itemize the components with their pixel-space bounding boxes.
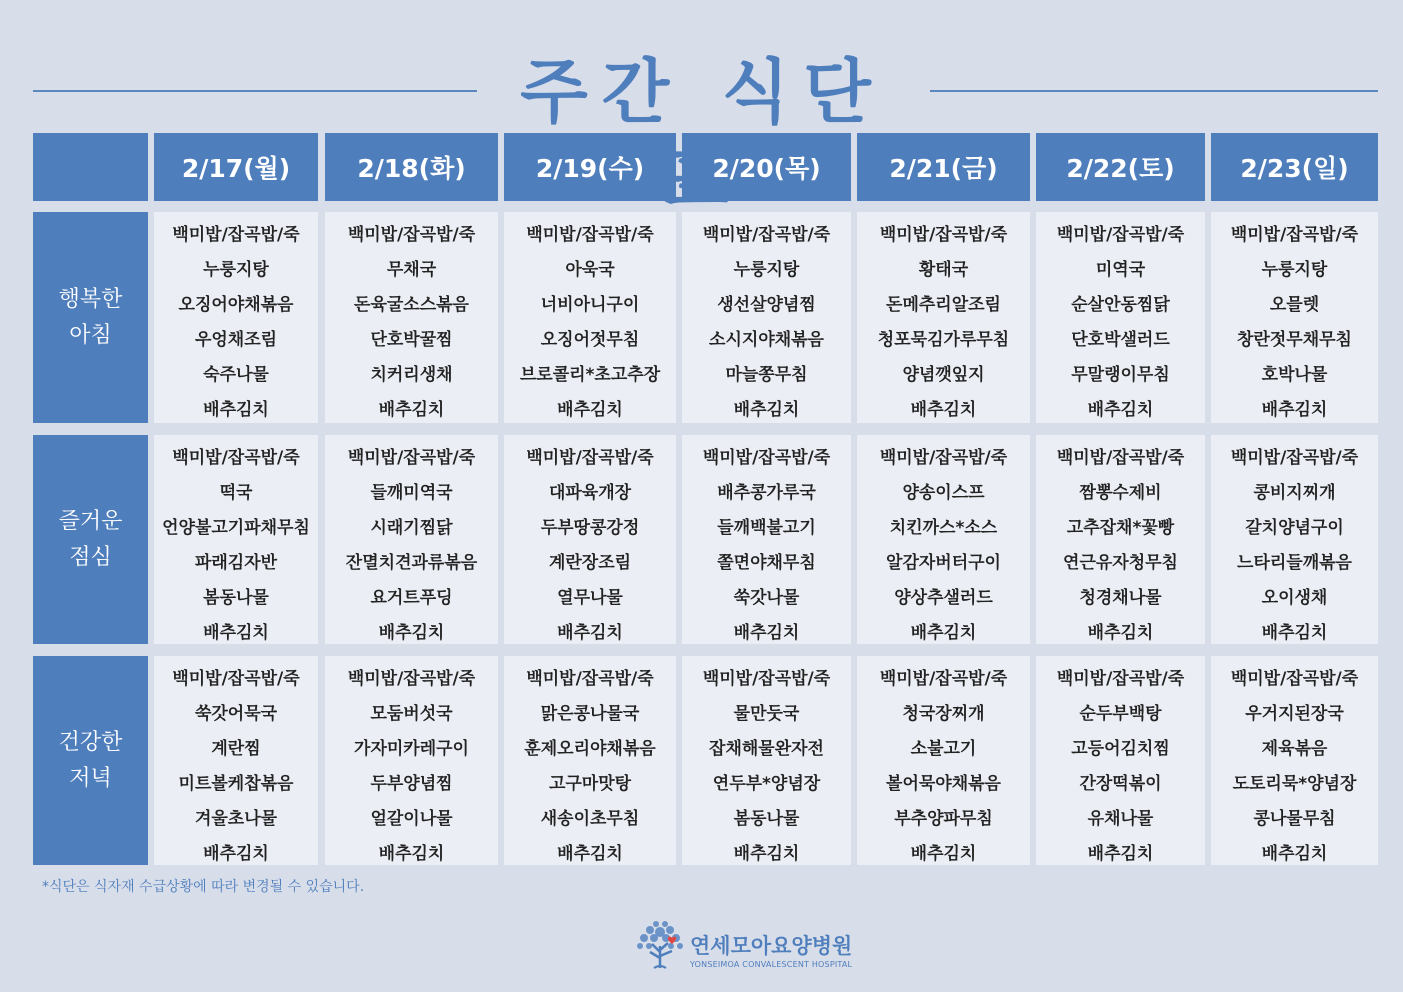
menu-cell <box>325 435 498 644</box>
menu-item: 단호박꿀찜 <box>370 330 453 350</box>
menu-item: 두부땅콩강정 <box>540 518 640 538</box>
menu-item: 계란장조림 <box>548 553 632 573</box>
menu-item: 잡채해물완자전 <box>709 739 824 759</box>
menu-item: 백미밥/잡곡밥/죽 <box>526 669 654 689</box>
menu-item: 느타리들깨볶음 <box>1237 553 1352 573</box>
menu-item: 백미밥/잡곡밥/죽 <box>702 225 831 245</box>
logo-name-en: YONSEIMOA CONVALESCENT HOSPITAL <box>690 960 853 969</box>
menu-item: 무말랭이무침 <box>1071 365 1170 385</box>
menu-item: 치커리생채 <box>370 365 453 385</box>
menu-item: 백미밥/잡곡밥/죽 <box>702 448 831 468</box>
menu-item: 백미밥/잡곡밥/죽 <box>879 448 1008 468</box>
menu-item: 볼어묵야채볶음 <box>886 774 1001 794</box>
menu-item: 숙주나물 <box>203 365 269 385</box>
day-header: 2/19(수) <box>504 133 676 201</box>
title-divider-left <box>33 90 477 92</box>
menu-item: 오이생채 <box>1261 588 1328 608</box>
menu-item: 배추김치 <box>1087 844 1154 864</box>
menu-item: 백미밥/잡곡밥/죽 <box>172 448 300 468</box>
title-divider-right <box>930 90 1378 92</box>
menu-item: 배추김치 <box>203 844 269 864</box>
day-header: 2/22(토) <box>1036 133 1205 201</box>
menu-item: 백미밥/잡곡밥/죽 <box>526 225 654 245</box>
menu-item: 돈메추리알조림 <box>886 295 1001 315</box>
menu-item: 미트볼케찹볶음 <box>178 774 294 794</box>
day-header: 2/20(목) <box>682 133 851 201</box>
menu-item: 훈제오리야채볶음 <box>524 739 656 759</box>
title-area <box>0 48 1403 136</box>
logo-name-kr: 연세모아요양병원 <box>690 934 853 958</box>
menu-item: 치킨까스*소스 <box>889 518 998 538</box>
menu-item: 양송이스프 <box>902 483 985 503</box>
menu-cell <box>682 212 851 423</box>
menu-item: 배추김치 <box>378 400 445 420</box>
menu-cell <box>857 212 1030 423</box>
menu-item: 알감자버터구이 <box>886 553 1001 573</box>
menu-item: 얼갈이나물 <box>370 809 453 829</box>
menu-item: 소시지야채볶음 <box>709 330 824 350</box>
menu-item: 가자미카레구이 <box>354 739 469 759</box>
menu-item: 잔멸치견과류볶음 <box>345 553 478 573</box>
menu-item: 시래기찜닭 <box>370 518 453 538</box>
menu-item: 배추김치 <box>733 623 800 643</box>
menu-item: 콩나물무침 <box>1253 809 1336 829</box>
menu-cell <box>154 212 318 423</box>
menu-cell <box>1211 212 1378 423</box>
menu-item: 청국장찌개 <box>902 704 985 724</box>
menu-item: 모둠버섯국 <box>370 704 453 724</box>
menu-item: 순두부백탕 <box>1079 704 1162 724</box>
menu-item: 배추김치 <box>910 400 977 420</box>
menu-item: 봄동나물 <box>733 809 800 829</box>
menu-item: 도토리묵*양념장 <box>1232 774 1357 794</box>
menu-item: 양념깻잎지 <box>902 365 985 385</box>
menu-item: 배추김치 <box>1087 400 1154 420</box>
menu-item: 백미밥/잡곡밥/죽 <box>1056 225 1185 245</box>
menu-item: 단호박샐러드 <box>1071 330 1170 350</box>
menu-item: 양상추샐러드 <box>894 588 993 608</box>
menu-item: 배추김치 <box>557 844 623 864</box>
menu-item: 호박나물 <box>1261 365 1328 385</box>
menu-item: 백미밥/잡곡밥/죽 <box>172 225 300 245</box>
menu-item: 백미밥/잡곡밥/죽 <box>347 225 476 245</box>
menu-item: 물만둣국 <box>733 704 800 724</box>
menu-item: 연두부*양념장 <box>712 774 821 794</box>
menu-item: 돈육굴소스볶음 <box>354 295 469 315</box>
meal-label: 건강한 저녁 <box>33 656 148 865</box>
menu-item: 두부양념찜 <box>370 774 453 794</box>
menu-item: 쑥갓어묵국 <box>194 704 278 724</box>
menu-cell <box>1211 435 1378 644</box>
menu-item: 너비아니구이 <box>540 295 640 315</box>
menu-item: 봄동나물 <box>203 588 269 608</box>
menu-item: 들깨미역국 <box>370 483 453 503</box>
meal-label: 행복한 아침 <box>33 212 148 423</box>
menu-item: 백미밥/잡곡밥/죽 <box>1056 448 1185 468</box>
menu-item: 오징어야채볶음 <box>178 295 294 315</box>
menu-item: 누룽지탕 <box>733 260 800 280</box>
menu-item: 배추콩가루국 <box>717 483 816 503</box>
menu-item: 파래김자반 <box>194 553 278 573</box>
menu-item: 누룽지탕 <box>203 260 269 280</box>
menu-item: 백미밥/잡곡밥/죽 <box>347 448 476 468</box>
tree-logo-icon <box>632 918 688 970</box>
menu-item: 열무나물 <box>557 588 623 608</box>
header-corner <box>33 133 148 201</box>
menu-item: 백미밥/잡곡밥/죽 <box>879 669 1008 689</box>
menu-item: 미역국 <box>1095 260 1146 280</box>
menu-item: 배추김치 <box>203 400 269 420</box>
menu-item: 배추김치 <box>733 844 800 864</box>
menu-item: 마늘쫑무침 <box>725 365 808 385</box>
menu-item: 백미밥/잡곡밥/죽 <box>1230 669 1359 689</box>
menu-item: 우거지된장국 <box>1245 704 1344 724</box>
menu-item: 백미밥/잡곡밥/죽 <box>526 448 654 468</box>
menu-item: 짬뽕수제비 <box>1079 483 1162 503</box>
menu-item: 배추김치 <box>1261 844 1328 864</box>
menu-item: 배추김치 <box>910 623 977 643</box>
menu-cell <box>1211 656 1378 865</box>
menu-item: 배추김치 <box>1261 400 1328 420</box>
meal-label: 즐거운 점심 <box>33 435 148 644</box>
menu-item: 제육볶음 <box>1261 739 1328 759</box>
menu-cell <box>504 212 676 423</box>
menu-item: 무채국 <box>386 260 437 280</box>
menu-cell <box>1036 212 1205 423</box>
menu-item: 배추김치 <box>557 623 623 643</box>
menu-cell <box>325 656 498 865</box>
menu-cell <box>682 435 851 644</box>
menu-item: 유채나물 <box>1087 809 1154 829</box>
menu-item: 배추김치 <box>733 400 800 420</box>
menu-item: 우엉채조림 <box>194 330 278 350</box>
menu-item: 고등어김치찜 <box>1071 739 1170 759</box>
menu-item: 대파육개장 <box>548 483 632 503</box>
menu-item: 배추김치 <box>1087 623 1154 643</box>
menu-item: 고구마맛탕 <box>548 774 632 794</box>
menu-item: 백미밥/잡곡밥/죽 <box>347 669 476 689</box>
menu-item: 생선살양념찜 <box>717 295 816 315</box>
menu-cell <box>1036 435 1205 644</box>
day-header: 2/23(일) <box>1211 133 1378 201</box>
menu-item: 배추김치 <box>378 844 445 864</box>
menu-cell <box>857 435 1030 644</box>
menu-cell <box>1036 656 1205 865</box>
menu-item: 순살안동찜닭 <box>1071 295 1170 315</box>
menu-item: 쫄면야채무침 <box>717 553 816 573</box>
menu-item: 오믈렛 <box>1269 295 1320 315</box>
menu-cell <box>154 435 318 644</box>
footnote: *식단은 식자재 수급상황에 따라 변경될 수 있습니다. <box>42 879 365 895</box>
menu-item: 아욱국 <box>565 260 615 280</box>
menu-item: 요거트푸딩 <box>370 588 453 608</box>
menu-item: 부추양파무침 <box>894 809 993 829</box>
menu-item: 겨울초나물 <box>194 809 278 829</box>
menu-cell <box>682 656 851 865</box>
menu-item: 언양불고기파채무침 <box>162 518 310 538</box>
menu-item: 배추김치 <box>1261 623 1328 643</box>
menu-item: 떡국 <box>219 483 253 503</box>
menu-item: 배추김치 <box>203 623 269 643</box>
menu-item: 브로콜리*초고추장 <box>519 365 661 385</box>
menu-item: 배추김치 <box>910 844 977 864</box>
menu-item: 콩비지찌개 <box>1253 483 1336 503</box>
day-header: 2/18(화) <box>325 133 498 201</box>
menu-item: 맑은콩나물국 <box>540 704 640 724</box>
menu-item: 창란젓무채무침 <box>1237 330 1352 350</box>
menu-item: 들깨백불고기 <box>717 518 816 538</box>
menu-item: 백미밥/잡곡밥/죽 <box>1056 669 1185 689</box>
menu-item: 고추잡채*꽃빵 <box>1066 518 1175 538</box>
menu-item: 백미밥/잡곡밥/죽 <box>1230 448 1359 468</box>
menu-item: 청포묵김가루무침 <box>877 330 1010 350</box>
menu-cell <box>325 212 498 423</box>
menu-cell <box>504 435 676 644</box>
day-header: 2/21(금) <box>857 133 1030 201</box>
page-title: 주간 식단 <box>520 51 885 133</box>
hospital-logo <box>632 918 862 974</box>
menu-item: 백미밥/잡곡밥/죽 <box>702 669 831 689</box>
menu-item: 새송이초무침 <box>540 809 640 829</box>
menu-item: 갈치양념구이 <box>1245 518 1344 538</box>
menu-item: 배추김치 <box>378 623 445 643</box>
menu-item: 계란찜 <box>211 739 261 759</box>
menu-cell <box>504 656 676 865</box>
day-header: 2/17(월) <box>154 133 318 201</box>
menu-cell <box>154 656 318 865</box>
menu-item: 백미밥/잡곡밥/죽 <box>1230 225 1359 245</box>
menu-item: 누룽지탕 <box>1261 260 1328 280</box>
menu-item: 쑥갓나물 <box>733 588 800 608</box>
menu-item: 연근유자청무침 <box>1063 553 1178 573</box>
menu-item: 청경채나물 <box>1079 588 1162 608</box>
menu-item: 오징어젓무침 <box>540 330 640 350</box>
menu-item: 황태국 <box>918 260 969 280</box>
menu-item: 배추김치 <box>557 400 623 420</box>
menu-cell <box>857 656 1030 865</box>
menu-item: 백미밥/잡곡밥/죽 <box>172 669 300 689</box>
menu-item: 간장떡볶이 <box>1079 774 1162 794</box>
menu-item: 백미밥/잡곡밥/죽 <box>879 225 1008 245</box>
menu-item: 소불고기 <box>910 739 977 759</box>
